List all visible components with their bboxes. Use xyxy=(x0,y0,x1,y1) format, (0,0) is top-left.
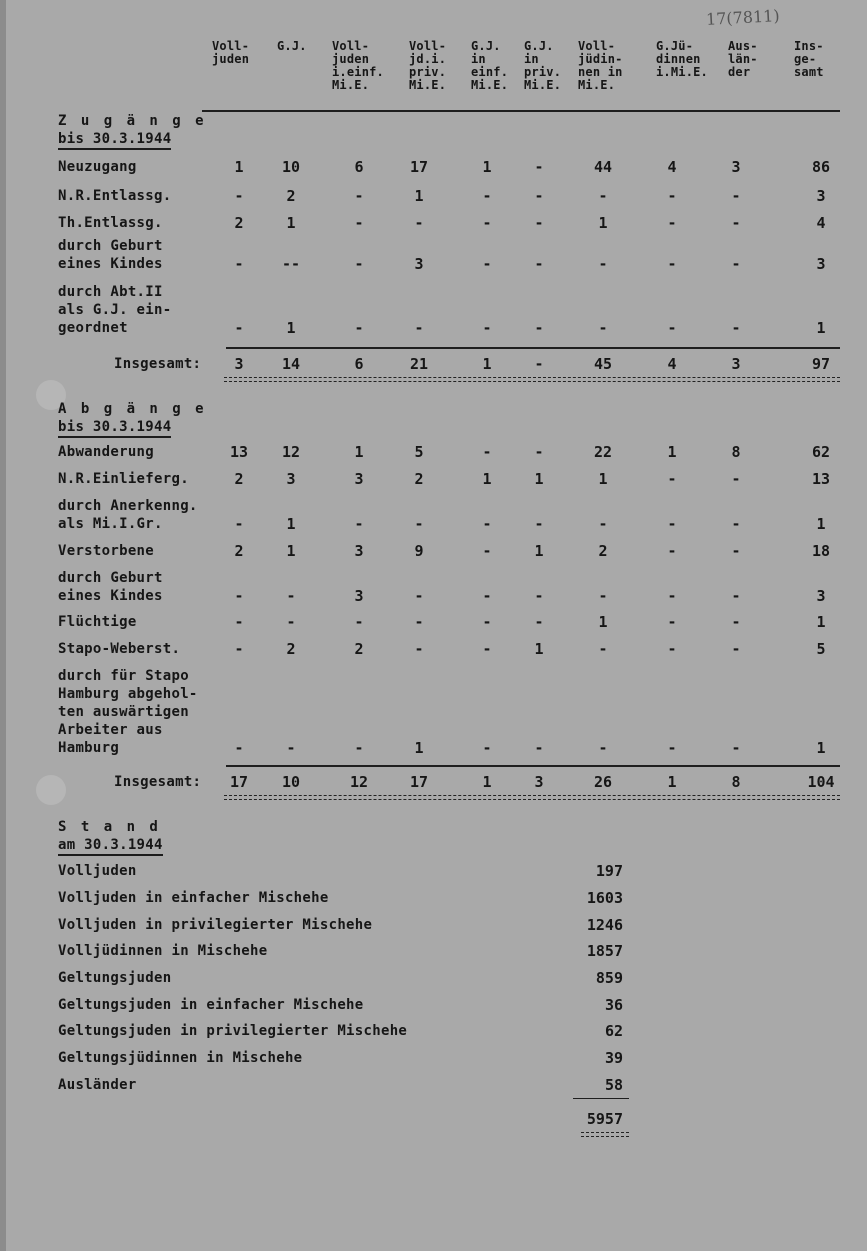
table-cell: 1 xyxy=(816,319,826,337)
stand-label: Volljuden xyxy=(58,863,137,879)
table-cell: - xyxy=(354,515,364,533)
table-cell: - xyxy=(534,158,544,176)
double-underline xyxy=(224,377,840,382)
table-cell: 86 xyxy=(811,158,831,176)
total-cell: 10 xyxy=(281,773,301,791)
table-cell: - xyxy=(534,515,544,533)
stand-label: Ausländer xyxy=(58,1077,137,1093)
total-cell: 3 xyxy=(234,355,244,373)
table-cell: 1 xyxy=(234,158,244,176)
total-rule xyxy=(226,347,840,349)
table-cell: - xyxy=(667,470,677,488)
table-cell: - xyxy=(482,515,492,533)
table-cell: - xyxy=(354,187,364,205)
table-cell: 4 xyxy=(816,214,826,232)
table-cell: 1 xyxy=(482,470,492,488)
stand-value: 58 xyxy=(604,1076,623,1094)
table-cell: - xyxy=(667,255,677,273)
table-cell: - xyxy=(234,640,244,658)
row-label: durch Geburt eines Kindes xyxy=(58,570,163,604)
stand-label: Volljüdinnen in Mischehe xyxy=(58,943,268,959)
total-cell: 1 xyxy=(482,773,492,791)
table-cell: - xyxy=(482,255,492,273)
table-cell: 1 xyxy=(286,542,296,560)
table-cell: - xyxy=(482,587,492,605)
table-cell: - xyxy=(667,319,677,337)
table-cell: 1 xyxy=(534,640,544,658)
table-cell: 1 xyxy=(598,470,608,488)
column-header: Voll- jüdin- nen in Mi.E. xyxy=(578,39,623,92)
table-cell: - xyxy=(482,319,492,337)
table-cell: - xyxy=(534,613,544,631)
table-cell: 2 xyxy=(286,187,296,205)
table-cell: - xyxy=(534,319,544,337)
column-header: Voll- juden i.einf. Mi.E. xyxy=(332,39,384,92)
table-cell: - xyxy=(286,613,296,631)
table-cell: - xyxy=(414,587,424,605)
table-cell: - xyxy=(667,187,677,205)
table-cell: 1 xyxy=(534,542,544,560)
table-cell: - xyxy=(482,640,492,658)
stand-value: 859 xyxy=(595,969,623,987)
table-cell: - xyxy=(534,443,544,461)
table-cell: - xyxy=(354,214,364,232)
stand-sum-rule xyxy=(573,1098,629,1099)
table-cell: - xyxy=(667,214,677,232)
table-cell: 1 xyxy=(667,443,677,461)
table-cell: - xyxy=(534,187,544,205)
total-cell: 1 xyxy=(482,355,492,373)
table-cell: - xyxy=(354,739,364,757)
table-cell: 2 xyxy=(286,640,296,658)
table-cell: 2 xyxy=(234,470,244,488)
total-cell: 14 xyxy=(281,355,301,373)
stand-value: 62 xyxy=(604,1022,623,1040)
total-cell: 1 xyxy=(667,773,677,791)
table-cell: 2 xyxy=(234,542,244,560)
stand-value: 39 xyxy=(604,1049,623,1067)
table-cell: 4 xyxy=(667,158,677,176)
table-cell: 62 xyxy=(811,443,831,461)
table-cell: - xyxy=(482,613,492,631)
table-cell: - xyxy=(414,214,424,232)
table-cell: - xyxy=(731,255,741,273)
row-label: durch für Stapo Hamburg abgehol- ten auswärtigen Arbeiter aus Hamburg xyxy=(58,668,198,756)
stand-label: Volljuden in privilegierter Mischehe xyxy=(58,917,373,933)
table-cell: 10 xyxy=(281,158,301,176)
row-label: durch Anerkenng. als Mi.I.Gr. xyxy=(58,498,198,532)
table-cell: 22 xyxy=(593,443,613,461)
table-cell: 3 xyxy=(354,587,364,605)
table-cell: 8 xyxy=(731,443,741,461)
section-heading: S t a n d xyxy=(58,819,161,835)
table-cell: - xyxy=(598,739,608,757)
table-cell: 12 xyxy=(281,443,301,461)
table-cell: 3 xyxy=(816,255,826,273)
table-cell: 1 xyxy=(598,613,608,631)
total-cell: 26 xyxy=(593,773,613,791)
table-cell: 3 xyxy=(816,187,826,205)
table-cell: 3 xyxy=(286,470,296,488)
table-cell: 1 xyxy=(816,739,826,757)
table-cell: 1 xyxy=(286,319,296,337)
stand-value: 1603 xyxy=(586,889,623,907)
stand-label: Volljuden in einfacher Mischehe xyxy=(58,890,329,906)
section-subheading: bis 30.3.1944 xyxy=(58,418,171,438)
table-cell: - xyxy=(598,187,608,205)
stand-label: Geltungsjüdinnen in Mischehe xyxy=(58,1050,303,1066)
table-cell: 1 xyxy=(534,470,544,488)
archive-number: 17(7811) xyxy=(705,6,781,29)
table-cell: - xyxy=(731,587,741,605)
table-cell: - xyxy=(234,739,244,757)
total-cell: - xyxy=(534,355,544,373)
table-cell: 1 xyxy=(482,158,492,176)
table-cell: 2 xyxy=(234,214,244,232)
stand-value: 197 xyxy=(595,862,623,880)
total-cell: 4 xyxy=(667,355,677,373)
table-cell: - xyxy=(731,187,741,205)
stand-value: 36 xyxy=(604,996,623,1014)
table-cell: 1 xyxy=(414,739,424,757)
section-heading: Z u g ä n g e xyxy=(58,113,207,129)
table-cell: 17 xyxy=(409,158,429,176)
table-cell: - xyxy=(234,613,244,631)
table-cell: - xyxy=(598,640,608,658)
section-subheading: bis 30.3.1944 xyxy=(58,130,171,150)
table-cell: - xyxy=(731,640,741,658)
table-cell: 3 xyxy=(816,587,826,605)
column-header: Aus- län- der xyxy=(728,39,758,79)
table-cell: 3 xyxy=(731,158,741,176)
total-cell: 8 xyxy=(731,773,741,791)
table-cell: - xyxy=(482,214,492,232)
table-cell: - xyxy=(234,187,244,205)
total-cell: 21 xyxy=(409,355,429,373)
table-cell: - xyxy=(534,739,544,757)
document-page xyxy=(6,0,867,1251)
column-header: Voll- juden xyxy=(212,39,250,66)
table-cell: - xyxy=(667,739,677,757)
section-subheading: am 30.3.1944 xyxy=(58,836,163,856)
total-cell: 45 xyxy=(593,355,613,373)
table-cell: 3 xyxy=(414,255,424,273)
stand-value: 1857 xyxy=(586,942,623,960)
stand-double-underline xyxy=(581,1132,629,1137)
table-cell: - xyxy=(414,319,424,337)
section-heading: A b g ä n g e xyxy=(58,401,207,417)
table-cell: - xyxy=(414,515,424,533)
total-cell: 3 xyxy=(731,355,741,373)
column-header: G.Jü- dinnen i.Mi.E. xyxy=(656,39,708,79)
row-label: Stapo-Weberst. xyxy=(58,641,181,657)
table-cell: 2 xyxy=(354,640,364,658)
table-cell: - xyxy=(667,587,677,605)
column-header: G.J. in priv. Mi.E. xyxy=(524,39,562,92)
table-cell: - xyxy=(598,255,608,273)
row-label: N.R.Entlassg. xyxy=(58,188,172,204)
row-label: durch Geburt eines Kindes xyxy=(58,238,163,272)
table-cell: - xyxy=(534,255,544,273)
table-cell: - xyxy=(354,255,364,273)
row-label: Neuzugang xyxy=(58,159,137,175)
table-cell: -- xyxy=(281,255,301,273)
total-cell: 3 xyxy=(534,773,544,791)
table-cell: - xyxy=(534,214,544,232)
table-cell: - xyxy=(482,542,492,560)
total-cell: 12 xyxy=(349,773,369,791)
table-cell: - xyxy=(286,739,296,757)
table-cell: 9 xyxy=(414,542,424,560)
header-rule xyxy=(202,110,840,112)
total-cell: 97 xyxy=(811,355,831,373)
table-cell: 1 xyxy=(286,214,296,232)
punch-hole xyxy=(36,775,66,805)
table-cell: - xyxy=(234,515,244,533)
table-cell: - xyxy=(482,739,492,757)
table-cell: 13 xyxy=(811,470,831,488)
table-cell: 6 xyxy=(354,158,364,176)
table-cell: - xyxy=(354,613,364,631)
table-cell: 18 xyxy=(811,542,831,560)
row-label: Abwanderung xyxy=(58,444,155,460)
total-label: Insgesamt: xyxy=(114,774,202,790)
table-cell: - xyxy=(667,613,677,631)
table-cell: 13 xyxy=(229,443,249,461)
table-cell: - xyxy=(234,319,244,337)
table-cell: 44 xyxy=(593,158,613,176)
table-cell: 5 xyxy=(816,640,826,658)
table-cell: - xyxy=(534,587,544,605)
table-cell: - xyxy=(598,319,608,337)
double-underline xyxy=(224,795,840,800)
table-cell: - xyxy=(731,470,741,488)
stand-label: Geltungsjuden in privilegierter Mischehe xyxy=(58,1023,408,1039)
table-cell: 1 xyxy=(414,187,424,205)
total-label: Insgesamt: xyxy=(114,356,202,372)
table-cell: 2 xyxy=(414,470,424,488)
total-cell: 17 xyxy=(409,773,429,791)
column-header: Ins- ge- samt xyxy=(794,39,824,79)
table-cell: 1 xyxy=(354,443,364,461)
total-cell: 17 xyxy=(229,773,249,791)
stand-value: 1246 xyxy=(586,916,623,934)
table-cell: - xyxy=(667,515,677,533)
total-rule xyxy=(226,765,840,767)
table-cell: - xyxy=(414,613,424,631)
column-header: G.J. xyxy=(277,39,307,53)
table-cell: 1 xyxy=(816,613,826,631)
table-cell: 2 xyxy=(598,542,608,560)
table-cell: - xyxy=(234,587,244,605)
table-cell: - xyxy=(731,542,741,560)
table-cell: 1 xyxy=(598,214,608,232)
stand-label: Geltungsjuden xyxy=(58,970,172,986)
table-cell: - xyxy=(598,587,608,605)
table-cell: - xyxy=(731,739,741,757)
row-label: Th.Entlassg. xyxy=(58,215,163,231)
total-cell: 104 xyxy=(807,773,835,791)
table-cell: - xyxy=(234,255,244,273)
table-cell: 3 xyxy=(354,542,364,560)
stand-label: Geltungsjuden in einfacher Mischehe xyxy=(58,997,364,1013)
row-label: N.R.Einlieferg. xyxy=(58,471,189,487)
table-cell: - xyxy=(598,515,608,533)
stand-total: 5957 xyxy=(586,1110,623,1128)
table-cell: 1 xyxy=(286,515,296,533)
table-cell: - xyxy=(667,640,677,658)
table-cell: 1 xyxy=(816,515,826,533)
row-label: Flüchtige xyxy=(58,614,137,630)
table-cell: - xyxy=(731,613,741,631)
table-cell: - xyxy=(482,443,492,461)
table-cell: - xyxy=(731,214,741,232)
row-label: Verstorbene xyxy=(58,543,155,559)
total-cell: 6 xyxy=(354,355,364,373)
table-cell: - xyxy=(482,187,492,205)
column-header: G.J. in einf. Mi.E. xyxy=(471,39,509,92)
table-cell: - xyxy=(286,587,296,605)
table-cell: - xyxy=(731,515,741,533)
table-cell: - xyxy=(354,319,364,337)
table-cell: - xyxy=(731,319,741,337)
table-cell: 3 xyxy=(354,470,364,488)
table-cell: - xyxy=(667,542,677,560)
column-header: Voll- jd.i. priv. Mi.E. xyxy=(409,39,447,92)
row-label: durch Abt.II als G.J. ein- geordnet xyxy=(58,284,172,336)
table-cell: - xyxy=(414,640,424,658)
table-cell: 5 xyxy=(414,443,424,461)
